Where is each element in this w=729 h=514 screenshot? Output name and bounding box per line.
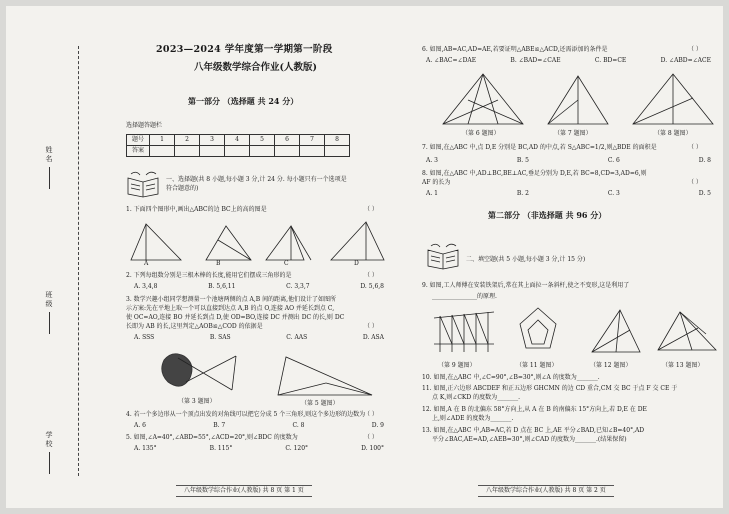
q3-options [134, 334, 384, 342]
q4-text: 4. 若一个多边形从一个顶点出发的对角线可以把它分成 5 个三角形,则这个多边形的边数为 [126, 411, 366, 418]
class-field[interactable] [44, 291, 54, 334]
fig9-caption: （第 9 题图） [438, 362, 476, 369]
section1-text: 一、选择题(共 8 小题,每小题 3 分,计 24 分. 每小题只有一个选项是 [166, 176, 347, 183]
q1-figures [126, 216, 386, 268]
option[interactable]: C. BD=CE [594, 57, 627, 64]
title-line2: 八年级数学综合作业(人教版) [194, 62, 317, 73]
q3-text: 长即为 AB 的长,这里判定△AOB≌△COD 的依据是 [126, 323, 263, 330]
q9-text: 9. 如图,工人师傅在安装铁架后,常在其上面拉一条斜杆,使之不变形,这是利用了 [422, 282, 630, 289]
school-label: 学校 [45, 431, 53, 449]
grid-number: 3 [200, 135, 225, 146]
q1-fig-label: C [284, 260, 289, 267]
answer-cell[interactable] [325, 146, 350, 157]
q4-options [134, 422, 384, 430]
q13-text: 13. 如图,在△ABC 中,AB=AC,若 D 点在 BC 上,AE 平分∠BAD,已知∠B=40°,AD [422, 427, 645, 434]
option[interactable]: B. 2 [516, 190, 529, 197]
option[interactable]: D. 5,6,8 [360, 283, 384, 290]
q8-text: AF 的长为 [422, 179, 451, 186]
q6-q8-figures [438, 70, 718, 128]
q3-text: 使 OC=AO,连接 BO 并延长到点 D,使 OD=BO,连接 DC 并测出 DC 的长,则 DC [126, 314, 345, 321]
q1-fig-label: B [216, 260, 221, 267]
option[interactable]: D. 8 [698, 157, 711, 164]
right-column [418, 6, 718, 508]
option[interactable]: C. 120° [285, 445, 309, 452]
fig12-caption: （第 12 题图） [590, 362, 632, 369]
q6-text: 6. 如图,AB=AC,AD=AE,若要证明△ABE≌△ACD,还需添加的条件是 [422, 46, 608, 53]
fig7-caption: （第 7 题图） [554, 130, 592, 137]
fig11-caption: （第 11 题图） [516, 362, 558, 369]
answer-cell[interactable] [300, 146, 325, 157]
answer-cell[interactable] [275, 146, 300, 157]
book-icon [426, 242, 462, 270]
option[interactable]: A. 3,4,8 [134, 283, 158, 290]
option[interactable]: A. SSS [134, 334, 155, 341]
q11-text: 11. 如图,正六边形 ABCDEF 和正五边形 GHCMN 的边 CD 重合,CM 交 BC 于点 F 交 CE 于 [422, 385, 678, 392]
q3-text: 示方案:先在平地上取一个可以直接到达点 A,B 的点 O,连接 AO 并延长到点 C, [126, 305, 335, 312]
q5-options [134, 445, 384, 453]
q5-text: 5. 如图,∠A=40°,∠ABD=55°,∠ACD=20°,则∠BDC 的度数为 [126, 434, 298, 441]
answer-grid-label: 选择题答题栏 [126, 122, 163, 129]
q7-options [426, 157, 711, 165]
q1-text: 1. 下面四个图形中,画出△ABC的边 BC上的高的图是 [126, 206, 267, 213]
q7-paren: （ ） [688, 144, 702, 151]
q12-text: 上,则∠ADE 的度数为_______. [432, 415, 514, 422]
q7-text: 7. 如图,在△ABC 中,点 D,E 分别是 BC,AD 的中点,若 S△ABC=1/2,则△BDE 的面积是 [422, 144, 657, 151]
q3-paren: （ ） [364, 323, 378, 330]
q4-paren: （ ） [364, 411, 378, 418]
footer-left: 八年级数学综合作业(人教版) 共 8 页 第 1 页 [176, 485, 312, 497]
option[interactable]: A. 135° [134, 445, 157, 452]
option[interactable]: C. AAS [286, 334, 308, 341]
fig6-caption: （第 6 题图） [462, 130, 500, 137]
grid-number: 1 [150, 135, 175, 146]
answer-cell[interactable] [250, 146, 275, 157]
exam-sheet [6, 6, 723, 508]
option[interactable]: B. 5 [516, 157, 529, 164]
name-label: 姓名 [45, 146, 53, 164]
option[interactable]: D. 5 [698, 190, 711, 197]
option[interactable]: B. 5,6,11 [208, 283, 236, 290]
binding-margin [6, 6, 106, 508]
part1-heading: 第一部分 （选择题 共 24 分） [188, 96, 299, 106]
book-icon [126, 170, 162, 198]
q1-fig-label: D [354, 260, 359, 267]
q1-paren: （ ） [364, 206, 378, 213]
grid-number: 8 [325, 135, 350, 146]
answer-cell[interactable] [225, 146, 250, 157]
fig8-caption: （第 8 题图） [654, 130, 692, 137]
part2-heading: 第二部分 （非选择题 共 96 分） [488, 210, 607, 220]
q3-pond-figure [156, 346, 246, 398]
option[interactable]: A. 1 [426, 190, 438, 197]
option[interactable]: A. 3 [426, 157, 438, 164]
q12-text: 12. 如图,A 在 B 的北偏东 58°方向上,从 A 在 B 的南偏东 15°方向上,若 D,E 在 DE [422, 406, 647, 413]
option[interactable]: B. 115° [209, 445, 233, 452]
grid-number: 6 [275, 135, 300, 146]
option[interactable]: B. ∠BAD=∠CAE [510, 57, 561, 64]
section1-text: 符合题意的) [166, 185, 199, 192]
grid-number: 2 [175, 135, 200, 146]
q8-text: 8. 如图,在△ABC 中,AD⊥BC,BE⊥AC,垂足分别为 D,E,若 BC=8,CD=3,AD=6,则 [422, 170, 647, 177]
q1-fig-label: A [144, 260, 149, 267]
left-column [116, 6, 386, 508]
q2-text: 2. 下列每组数分别是三根木棒的长度,能用它们摆成三角形的是 [126, 272, 292, 279]
q10-text: 10. 如图,在△ABC 中,∠C=90°,∠B=30°,则∠A 的度数为_______. [422, 374, 600, 381]
class-label: 班级 [45, 291, 53, 309]
grid-number: 7 [300, 135, 325, 146]
option[interactable]: D. ∠ABD=∠ACE [660, 57, 711, 64]
option[interactable]: D. 100° [361, 445, 384, 452]
q8-paren: （ ） [688, 179, 702, 186]
q6-paren: （ ） [688, 46, 702, 53]
option[interactable]: C. 3,3,7 [286, 283, 310, 290]
option[interactable]: D. 9 [371, 422, 384, 429]
q9-q13-figures [430, 304, 720, 360]
fig3-caption: （第 3 题图） [178, 398, 216, 405]
q2-paren: （ ） [364, 272, 378, 279]
q5-paren: （ ） [364, 434, 378, 441]
option[interactable]: C. 8 [292, 422, 305, 429]
q9-text: _______________的原理. [432, 293, 497, 300]
option[interactable]: D. ASA [362, 334, 384, 341]
school-field[interactable] [44, 431, 54, 474]
fig5-caption: （第 5 题图） [301, 400, 339, 407]
fig13-caption: （第 13 题图） [662, 362, 704, 369]
option[interactable]: B. 7 [213, 422, 226, 429]
q8-options [426, 190, 711, 198]
answer-cell[interactable] [200, 146, 225, 157]
option[interactable]: B. SAS [209, 334, 231, 341]
grid-number: 4 [225, 135, 250, 146]
option[interactable]: A. 6 [134, 422, 146, 429]
q3-text: 3. 数学兴趣小组同学想测量一个池塘两侧的点 A,B 间的距离,他们设计了如图所 [126, 296, 337, 303]
footer-right: 八年级数学综合作业(人教版) 共 8 页 第 2 页 [478, 485, 614, 497]
q11-text: 点 K,则∠CKD 的度数为_______. [432, 394, 521, 401]
q5-figure [276, 351, 376, 399]
title-line1: 2023—2024 学年度第一学期第一阶段 [156, 44, 333, 55]
answer-grid [126, 134, 350, 157]
option[interactable]: A. ∠BAC=∠DAE [426, 57, 477, 64]
grid-number: 5 [250, 135, 275, 146]
grid-row-label: 答案 [127, 146, 150, 157]
answer-cell[interactable] [175, 146, 200, 157]
q2-options [134, 283, 384, 291]
q6-options [426, 57, 711, 65]
answer-cell[interactable] [150, 146, 175, 157]
cut-line [78, 46, 79, 476]
section2-text: 二、填空题(共 5 小题,每小题 3 分,计 15 分) [466, 256, 586, 263]
option[interactable]: C. 6 [607, 157, 620, 164]
grid-row-label: 题号 [127, 135, 150, 146]
option[interactable]: C. 3 [607, 190, 620, 197]
name-field[interactable] [44, 146, 54, 189]
q13-text: 平分∠BAC,AE=AD,∠AEB=30°,则∠CAD 的度数为_______.(结果保留) [432, 436, 627, 443]
